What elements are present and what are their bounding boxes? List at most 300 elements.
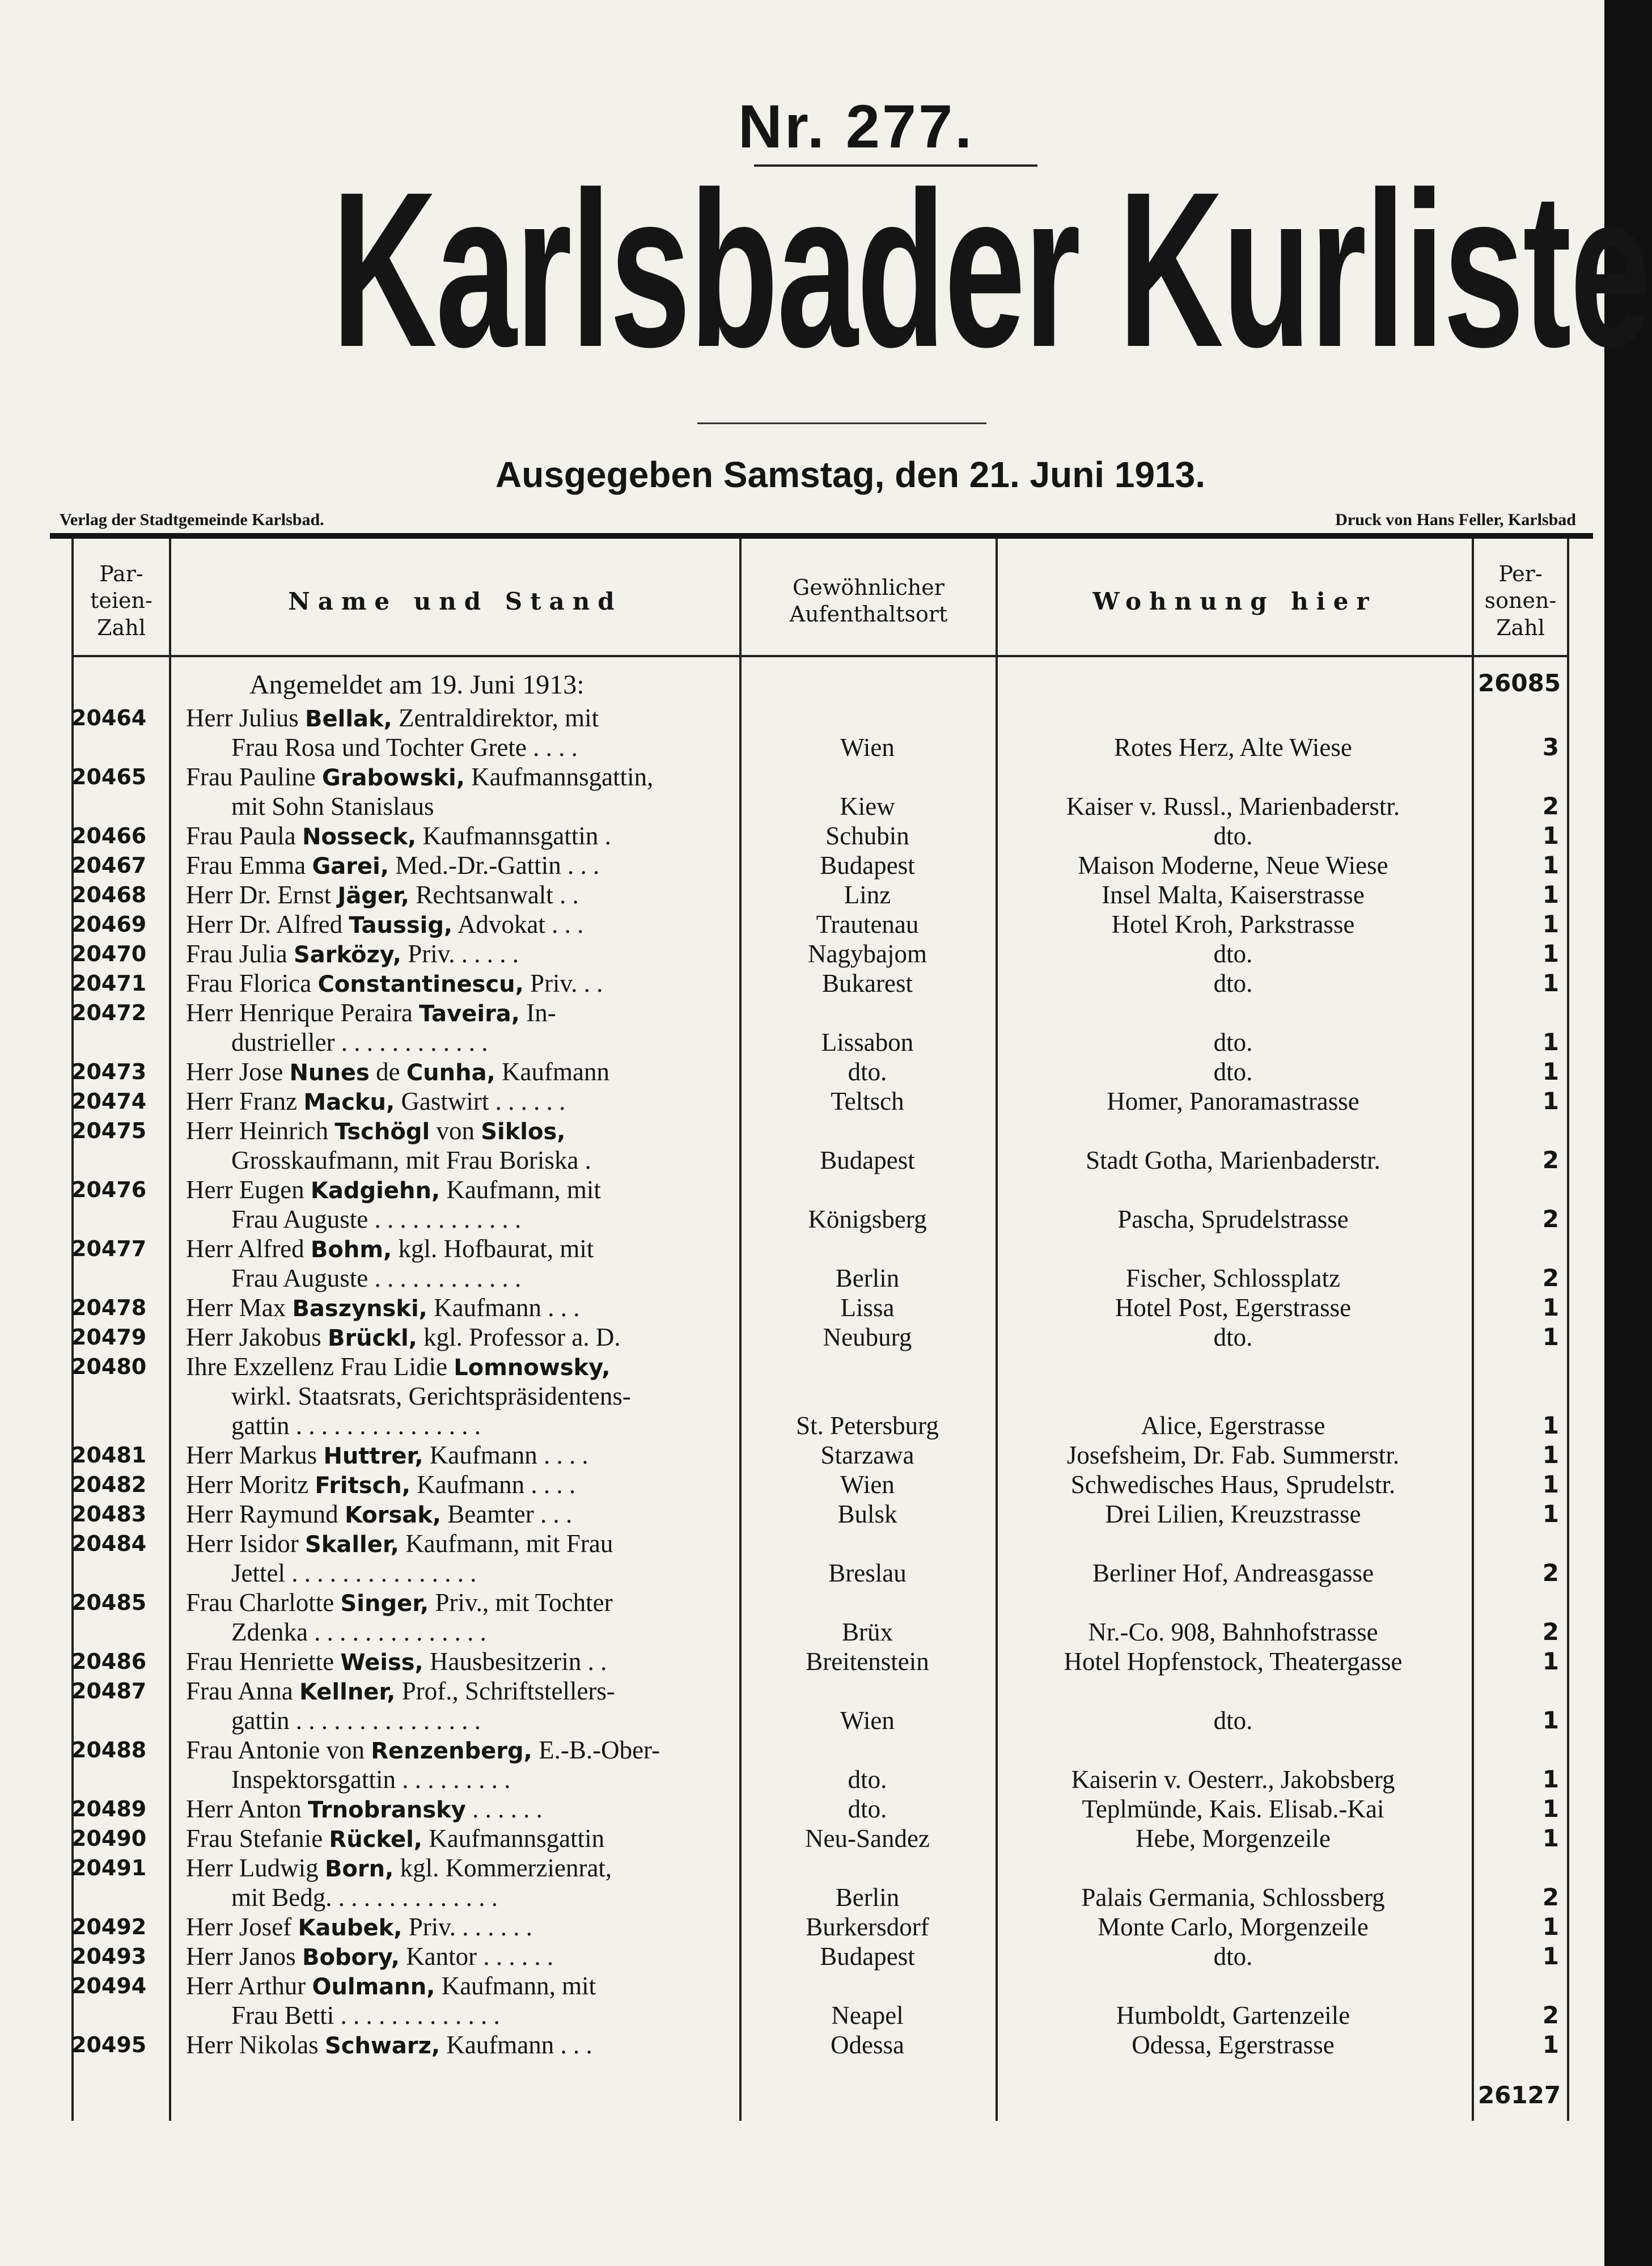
entry-aufenthaltsort: Teltsch [831,1087,904,1115]
entry-personen: 1 [1542,1706,1559,1734]
entry-text: kgl. Hofbaurat, mit [392,1235,594,1263]
entry-number: 20493 [71,1944,147,1969]
column-divider-wohnung [1472,539,1474,2121]
entry-number: 20466 [71,823,147,848]
entry-wohnung: Palais Germania, Schlossberg [1081,1883,1385,1912]
entry-number: 20476 [71,1177,147,1202]
entry-text: In- [520,999,556,1027]
entry-surname: Nunes [289,1060,370,1086]
entry-surname: Kellner, [299,1679,396,1705]
column-divider-right [1567,539,1569,2121]
entry-personen: 1 [1542,1647,1559,1675]
entry-text: Herr Moritz [186,1470,315,1499]
entry-personen: 1 [1542,1942,1559,1970]
entry-text: Herr Nikolas [186,2031,325,2059]
entry-name-continuation [186,1411,781,1440]
entry-name-line [186,1588,736,1618]
header-personen-line2: sonen- [1484,588,1557,614]
entry-aufenthaltsort: Burkersdorf [806,1913,929,1941]
entry-aufenthaltsort: Budapest [820,851,915,880]
entry-personen: 2 [1542,1146,1559,1174]
entry-number: 20465 [71,764,147,789]
entry-text: Herr Jose [186,1058,290,1086]
entry-personen: 1 [1542,1323,1559,1351]
entry-aufenthaltsort: Starzawa [820,1441,914,1469]
table-top-rule [50,533,1593,539]
entry-wohnung: dto. [1213,822,1253,850]
entry-surname: Huttrer, [323,1443,423,1469]
entry-wohnung: dto. [1213,1706,1253,1735]
entry-wohnung: dto. [1213,1058,1253,1086]
entry-number: 20480 [71,1354,147,1379]
entry-surname: Constantinescu, [317,971,524,997]
entry-name-continuation [186,1028,781,1057]
entry-wohnung: Hebe, Morgenzeile [1135,1824,1331,1853]
header-parteien-zahl [74,553,169,649]
entry-name-line [186,762,736,793]
entry-text: Grosskaufmann, mit Frau Boriska . [231,1146,591,1174]
entry-aufenthaltsort: Berlin [835,1883,900,1912]
entry-text: Kaufmann . . . . [423,1441,588,1469]
entry-name-line [186,703,736,734]
entry-wohnung: Kaiser v. Russl., Marienbaderstr. [1066,792,1400,821]
entry-name-continuation [186,1883,781,1912]
header-parteien-line2: teien- [90,588,153,614]
entry-wohnung: Drei Lilien, Kreuzstrasse [1105,1500,1361,1528]
entry-personen: 1 [1542,1470,1559,1498]
entry-aufenthaltsort: Trautenau [816,910,919,938]
entry-text: mit Bedg. . . . . . . . . . . . . . [231,1883,498,1912]
entry-text: Priv. . . . . . . [402,1913,533,1941]
entry-text: Frau Emma [186,851,312,880]
entry-surname: Bellak, [304,706,392,732]
entry-surname: Macku, [303,1089,395,1115]
entry-text: Jettel . . . . . . . . . . . . . . . [231,1559,477,1587]
entry-text: Herr Eugen [186,1176,311,1204]
header-wohnung-hier: Wohnung hier [1092,587,1377,615]
entry-text: Kaufmann . . . [427,1293,580,1322]
entry-personen: 1 [1542,881,1559,908]
entry-aufenthaltsort: Budapest [820,1146,915,1174]
entry-number: 20483 [71,1502,147,1527]
entry-text: Hausbesitzerin . . [423,1647,607,1676]
entry-surname: Siklos, [481,1119,566,1145]
entry-text: Rechtsanwalt . . [409,881,579,909]
entry-surname: Korsak, [344,1502,442,1528]
entry-personen: 1 [1542,2031,1559,2058]
header-aufenthalt-line1: Gewöhnlicher [793,574,944,600]
entry-text: Frau Julia [186,940,294,968]
entry-surname: Singer, [340,1591,429,1617]
entry-name-continuation [186,1204,781,1234]
entry-name-line [186,851,736,881]
entry-personen: 1 [1542,1824,1559,1852]
entry-aufenthaltsort: Neuburg [823,1323,912,1351]
entry-text: Kaufmann, mit [440,1176,601,1204]
entry-text: Herr Dr. Alfred [186,910,349,938]
entry-text: Frau Auguste . . . . . . . . . . . . [231,1205,522,1233]
entry-text: Prof., Schriftstellers- [395,1677,615,1705]
entry-aufenthaltsort: Bulsk [837,1500,897,1528]
entry-surname: Bohm, [310,1237,392,1263]
entry-personen: 1 [1542,1500,1559,1528]
entry-wohnung: Hotel Hopfenstock, Theatergasse [1064,1647,1403,1676]
entry-personen: 2 [1542,1883,1559,1911]
entry-name-line [186,1942,736,1972]
entry-wohnung: Nr.-Co. 908, Bahnhofstrasse [1088,1618,1378,1646]
entry-personen: 1 [1542,940,1559,967]
entry-aufenthaltsort: Wien [840,1706,895,1735]
entry-aufenthaltsort: Schubin [825,822,909,850]
entry-number: 20481 [71,1443,147,1468]
entry-text: Beamter . . . [441,1500,573,1528]
entry-wohnung: dto. [1213,1028,1253,1056]
entry-text: gattin . . . . . . . . . . . . . . . [231,1706,481,1735]
entry-text: Herr Franz [186,1087,304,1115]
entry-text: Frau Henriette [186,1647,341,1676]
entry-number: 20489 [71,1796,147,1821]
entry-name-continuation [186,733,781,762]
entry-name-line [186,1971,736,2002]
entry-number: 20495 [71,2032,147,2057]
entry-number: 20469 [71,912,147,937]
entry-aufenthaltsort: Budapest [820,1942,915,1971]
entry-wohnung: dto. [1213,940,1253,968]
entry-text: Herr Julius [186,704,305,732]
entry-surname: Kaubek, [298,1915,403,1941]
entry-aufenthaltsort: Brüx [842,1618,893,1646]
entry-surname: Cunha, [406,1060,495,1086]
entry-text: Zentraldirektor, mit [392,704,599,732]
entry-text: gattin . . . . . . . . . . . . . . . [231,1411,481,1440]
entry-wohnung: Teplmünde, Kais. Elisab.-Kai [1082,1795,1384,1823]
entry-name-line [186,1087,736,1117]
entry-wohnung: Schwedisches Haus, Sprudelstr. [1070,1470,1396,1499]
entry-wohnung: Maison Moderne, Neue Wiese [1078,851,1388,880]
entry-aufenthaltsort: Kiew [840,792,895,821]
header-name-und-stand: Name und Stand [288,587,622,615]
entry-number: 20474 [71,1089,147,1114]
entry-surname: Jäger, [337,883,410,909]
entry-text: Herr Janos [186,1942,302,1971]
entry-personen: 1 [1542,851,1559,879]
entry-personen: 3 [1542,733,1559,761]
entry-aufenthaltsort: Lissabon [821,1028,914,1056]
entry-aufenthaltsort: Lissa [840,1293,895,1322]
entry-text: . . . . . . [465,1795,543,1823]
entry-wohnung: dto. [1213,1942,1253,1971]
entry-aufenthaltsort: Wien [840,1470,895,1499]
entry-text: Frau Auguste . . . . . . . . . . . . [231,1264,522,1292]
entry-number: 20482 [71,1472,147,1497]
entry-personen: 1 [1542,969,1559,997]
entry-personen: 2 [1542,1559,1559,1587]
entry-surname: Trnobransky [307,1797,466,1823]
entry-wohnung: Fischer, Schlossplatz [1125,1264,1341,1292]
entry-personen: 1 [1542,1293,1559,1321]
entry-name-line [186,821,736,852]
entry-text: kgl. Professor a. D. [417,1323,621,1351]
entry-personen: 2 [1542,1618,1559,1646]
entry-text: Advokat . . . [452,910,584,938]
entry-text: de [369,1058,406,1086]
entry-wohnung: dto. [1213,969,1253,997]
entry-aufenthaltsort: Berlin [835,1264,900,1292]
entry-personen: 2 [1542,1264,1559,1292]
entry-wohnung: Rotes Herz, Alte Wiese [1114,733,1352,762]
entry-text: Herr Anton [186,1795,308,1823]
entry-wohnung: Hotel Kroh, Parkstrasse [1111,910,1355,938]
entry-text: Med.-Dr.-Gattin . . . [389,851,600,880]
entry-surname: Oulmann, [312,1974,435,2000]
entry-number: 20490 [71,1826,147,1851]
entry-text: Frau Betti . . . . . . . . . . . . . [231,2001,500,2030]
entry-text: Kaufmann [495,1058,609,1086]
entry-surname: Born, [324,1856,394,1882]
carry-over-total: 26085 [1477,669,1561,697]
entry-wohnung: Pascha, Sprudelstrasse [1117,1205,1349,1233]
entry-name-continuation [186,1381,781,1411]
entry-name-line [186,1647,736,1677]
issue-date-line: Ausgegeben Samstag, den 21. Juni 1913. [495,454,1205,495]
entry-aufenthaltsort: Odessa [831,2031,904,2059]
entry-name-line [186,1735,736,1766]
entry-text: Priv., mit Tochter [429,1588,613,1617]
entry-aufenthaltsort: Neapel [831,2001,904,2030]
entry-wohnung: Odessa, Egerstrasse [1132,2031,1335,2059]
entry-text: Herr Alfred [186,1235,311,1263]
entry-name-line [186,939,736,970]
header-personen-line3: Zahl [1496,615,1545,640]
entry-surname: Kadgiehn, [310,1178,440,1204]
entry-name-line [186,1234,736,1265]
entry-name-continuation [186,2001,781,2030]
entry-wohnung: Berliner Hof, Andreasgasse [1092,1559,1374,1587]
entry-name-continuation [186,1263,781,1293]
entry-personen: 1 [1542,910,1559,938]
entry-text: Herr Henrique Peraira [186,999,420,1027]
entry-text: Ihre Exzellenz Frau Lidie [186,1352,454,1381]
entry-wohnung: Alice, Egerstrasse [1141,1411,1325,1440]
entry-wohnung: dto. [1213,1323,1253,1351]
entry-surname: Tschögl [334,1119,430,1145]
entry-text: Frau Stefanie [186,1824,329,1853]
entry-name-line [186,1352,736,1383]
entry-text: Herr Markus [186,1441,324,1469]
entry-number: 20478 [71,1295,147,1320]
printer-note: Druck von Hans Feller, Karlsbad [1335,510,1576,529]
entry-name-line [186,1057,736,1088]
entry-text: Kaufmann, mit [435,1972,596,2000]
entry-number: 20484 [71,1531,147,1556]
entry-name-line [186,1440,736,1471]
entry-number: 20473 [71,1059,147,1084]
entry-text: Herr Heinrich [186,1117,335,1145]
header-aufenthalt-line2: Aufenthaltsort [789,602,948,627]
entry-wohnung: Monte Carlo, Morgenzeile [1098,1913,1369,1941]
entry-name-line [186,1912,736,1943]
entry-text: Herr Isidor [186,1529,305,1558]
entry-surname: Rückel, [329,1827,422,1853]
entry-text: Frau Charlotte [186,1588,341,1617]
entry-surname: Lomnowsky, [454,1355,611,1381]
entry-text: Herr Jakobus [186,1323,328,1351]
entry-number: 20485 [71,1590,147,1615]
entry-name-line [186,1794,736,1825]
entry-aufenthaltsort: Bukarest [822,969,913,997]
entry-text: Herr Raymund [186,1500,345,1528]
entry-text: Priv. . . [523,969,603,997]
entry-name-line [186,969,736,999]
entry-surname: Taveira, [419,1001,520,1027]
entry-aufenthaltsort: dto. [848,1765,887,1794]
entry-text: Frau Florica [186,969,318,997]
entry-personen: 1 [1542,1028,1559,1056]
entry-personen: 1 [1542,1087,1559,1115]
entry-number: 20491 [71,1855,147,1880]
entry-text: kgl. Kommerzienrat, [393,1854,612,1882]
header-parteien-line3: Zahl [97,615,146,640]
entry-number: 20479 [71,1325,147,1350]
entry-personen: 2 [1542,792,1559,820]
entry-surname: Taussig, [349,912,453,938]
entry-name-continuation [186,1617,781,1647]
entry-text: Kaufmann . . . . [410,1470,576,1499]
entry-personen: 1 [1542,1765,1559,1793]
entry-text: Frau Pauline [186,763,322,791]
entry-aufenthaltsort: Linz [844,881,891,909]
entry-aufenthaltsort: Breslau [828,1559,907,1587]
entry-personen: 2 [1542,1205,1559,1233]
entry-number: 20486 [71,1649,147,1674]
entry-text: Kaufmann . . . [440,2031,592,2059]
entry-number: 20467 [71,853,147,878]
entry-name-line [186,910,736,940]
entry-name-line [186,1175,736,1206]
header-aufenthaltsort [742,553,996,649]
entry-text: E.-B.-Ober- [532,1736,660,1764]
entry-text: Kaufmannsgattin . [416,822,611,850]
entry-name-line [186,1676,736,1707]
entry-text: Herr Max [186,1293,293,1322]
entry-surname: Baszynski, [292,1296,427,1322]
masthead-title: Karlsbader Kurliste [332,146,1650,393]
entry-surname: Schwarz, [324,2033,440,2059]
entry-surname: Weiss, [340,1650,423,1676]
entry-text: Herr Dr. Ernst [186,881,338,909]
entry-text: Herr Ludwig [186,1854,325,1882]
entry-aufenthaltsort: Neu-Sandez [805,1824,930,1853]
entry-text: Gastwirt . . . . . . [395,1087,566,1115]
entry-personen: 1 [1542,1411,1559,1439]
entry-text: Inspektorsgattin . . . . . . . . . [231,1765,511,1794]
entry-text: mit Sohn Stanislaus [231,792,434,821]
entry-wohnung: Insel Malta, Kaiserstrasse [1102,881,1365,909]
entry-number: 20471 [71,971,147,996]
entry-number: 20472 [71,1000,147,1025]
entry-aufenthaltsort: dto. [848,1058,887,1086]
entry-number: 20494 [71,1973,147,1998]
entry-wohnung: Humboldt, Gartenzeile [1116,2001,1350,2030]
entry-wohnung: Homer, Panoramastrasse [1107,1087,1359,1115]
entry-surname: Bobory, [302,1944,400,1971]
entry-personen: 2 [1542,2001,1559,2029]
entry-name-line [186,1824,736,1854]
entry-wohnung: Stadt Gotha, Marienbaderstr. [1086,1146,1380,1174]
entry-name-line [186,1470,736,1500]
entry-number: 20477 [71,1236,147,1261]
entry-name-line [186,1529,736,1559]
entry-text: Priv. . . . . . [401,940,519,968]
entry-name-line [186,880,736,911]
entry-aufenthaltsort: Nagybajom [808,940,927,968]
entry-name-line [186,1499,736,1530]
entry-name-continuation [186,1145,781,1175]
entry-number: 20492 [71,1914,147,1939]
entry-text: Frau Anna [186,1677,299,1705]
entry-personen: 1 [1542,1795,1559,1823]
entry-name-continuation [186,1765,781,1794]
entry-name-line [186,2030,736,2061]
entry-wohnung: Hotel Post, Egerstrasse [1115,1293,1352,1322]
entry-text: Frau Rosa und Tochter Grete . . . . [231,733,578,762]
entry-name-line [186,998,736,1029]
header-parteien-line1: Par- [99,561,143,586]
entry-surname: Garei, [312,853,389,880]
entry-number: 20464 [71,705,147,730]
publisher-note: Verlag der Stadtgemeinde Karlsbad. [60,510,324,529]
entry-text: Frau Antonie von [186,1736,371,1764]
entry-text: Kaufmannsgattin, [464,763,654,791]
entry-text: Kaufmann, mit Frau [399,1529,613,1558]
entry-surname: Renzenberg, [371,1738,532,1764]
entry-wohnung: Kaiserin v. Oesterr., Jakobsberg [1071,1765,1395,1794]
entry-name-line [186,1322,736,1353]
entry-text: Kaufmannsgattin [422,1824,605,1853]
entry-text: Kantor . . . . . . [399,1942,554,1971]
entry-name-line [186,1853,736,1884]
header-personen-line1: Per- [1498,561,1543,586]
entry-aufenthaltsort: dto. [848,1795,887,1823]
entry-number: 20488 [71,1737,147,1762]
header-bottom-rule [71,655,1568,657]
entry-name-continuation [186,1558,781,1588]
entry-text: Frau Paula [186,822,302,850]
angemeldet-heading: Angemeldet am 19. Juni 1913: [249,670,584,700]
entry-surname: Brückl, [327,1325,417,1351]
entry-number: 20470 [71,941,147,966]
header-personen-zahl [1474,553,1567,649]
entry-number: 20468 [71,882,147,907]
entry-surname: Fritsch, [315,1473,410,1499]
entry-surname: Nosseck, [302,824,417,850]
entry-personen: 1 [1542,1058,1559,1085]
entry-text: Zdenka . . . . . . . . . . . . . . [231,1618,486,1646]
entry-text: von [430,1117,481,1145]
entry-wohnung: Josefsheim, Dr. Fab. Summerstr. [1066,1441,1400,1469]
entry-aufenthaltsort: St. Petersburg [796,1411,939,1440]
final-total: 26127 [1477,2081,1561,2109]
entry-number: 20475 [71,1118,147,1143]
entry-name-continuation [186,1706,781,1735]
entry-personen: 1 [1542,822,1559,849]
entry-text: dustrieller . . . . . . . . . . . . [231,1028,488,1056]
entry-personen: 1 [1542,1913,1559,1941]
entry-aufenthaltsort: Wien [840,733,895,762]
entry-number: 20487 [71,1679,147,1703]
entry-surname: Sarközy, [293,942,401,968]
issue-number: Nr. 277. [738,92,975,160]
